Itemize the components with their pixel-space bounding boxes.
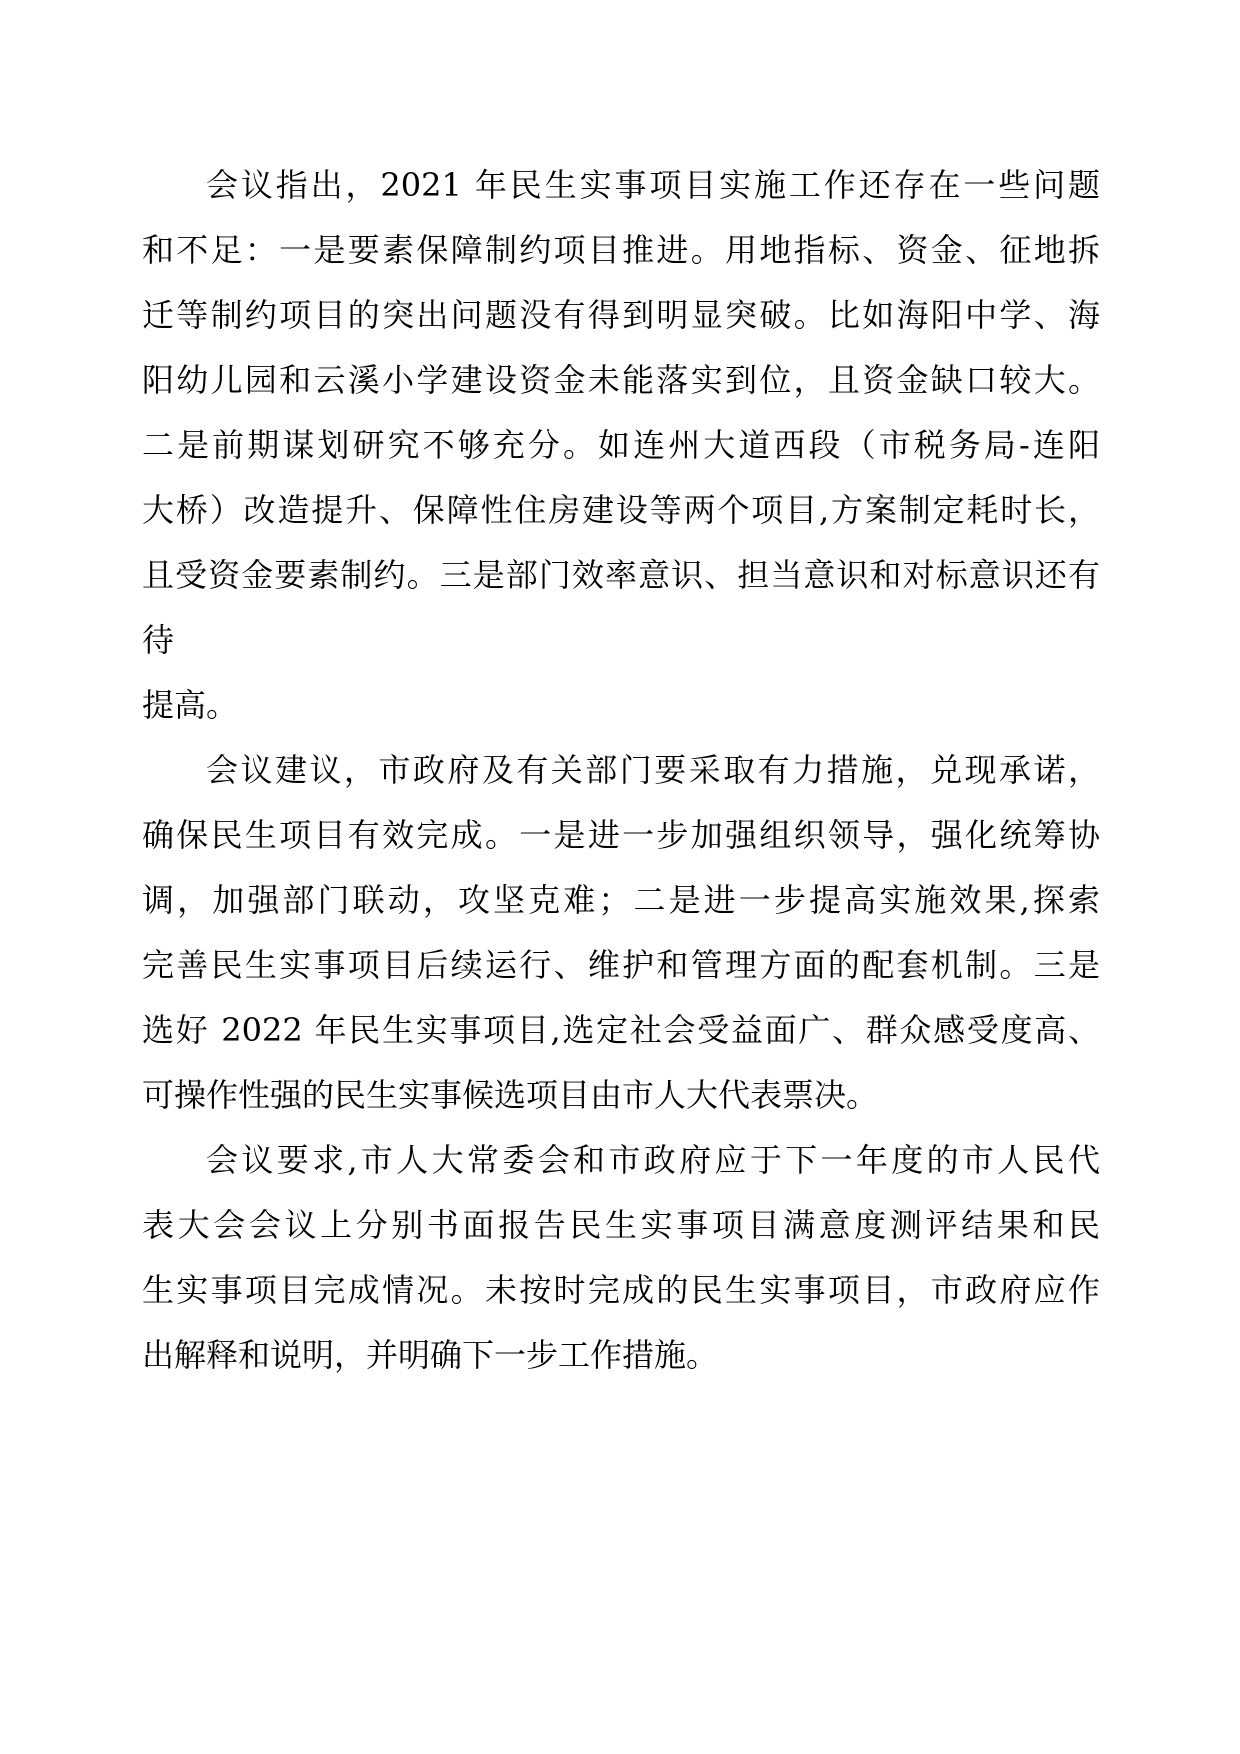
doc-line: 出解释和说明，并明确下一步工作措施。 [142,1336,719,1374]
paragraph-meeting-pointed-out [142,153,1100,738]
doc-line: 会议建议，市政府及有关部门要采取有力措施，兑现承诺， [206,751,1100,789]
doc-line: 阳幼儿园和云溪小学建设资金未能落实到位，且资金缺口较大。 [142,361,1100,399]
doc-line: 可操作性强的民生实事候选项目由市人大代表票决。 [142,1076,879,1114]
doc-line: 且受资金要素制约。三是部门效率意识、担当意识和对标意识还有待 [142,556,1100,659]
doc-line: 和不足：一是要素保障制约项目推进。用地指标、资金、征地拆 [142,231,1100,269]
doc-line: 确保民生项目有效完成。一是进一步加强组织领导，强化统筹协 [142,816,1100,854]
doc-line: 选好 2022 年民生实事项目,选定社会受益面广、群众感受度高、 [142,1011,1100,1049]
doc-line: 提高。 [142,686,239,724]
doc-line: 会议指出，2021 年民生实事项目实施工作还存在一些问题 [206,166,1100,204]
doc-line: 表大会会议上分别书面报告民生实事项目满意度测评结果和民 [142,1206,1100,1244]
doc-line: 会议要求,市人大常委会和市政府应于下一年度的市人民代 [206,1141,1100,1179]
doc-line: 完善民生实事项目后续运行、维护和管理方面的配套机制。三是 [142,946,1100,984]
doc-line: 二是前期谋划研究不够充分。如连州大道西段（市税务局-连阳 [142,426,1100,464]
doc-line: 调，加强部门联动，攻坚克难；二是进一步提高实施效果,探索 [142,881,1100,919]
doc-line: 生实事项目完成情况。未按时完成的民生实事项目，市政府应作 [142,1271,1100,1309]
paragraph-meeting-required [142,1128,1100,1388]
paragraph-meeting-suggested [142,738,1100,1128]
doc-line: 迁等制约项目的突出问题没有得到明显突破。比如海阳中学、海 [142,296,1100,334]
doc-line: 大桥）改造提升、保障性住房建设等两个项目,方案制定耗时长， [142,491,1100,529]
document-body-text [142,153,1100,1388]
